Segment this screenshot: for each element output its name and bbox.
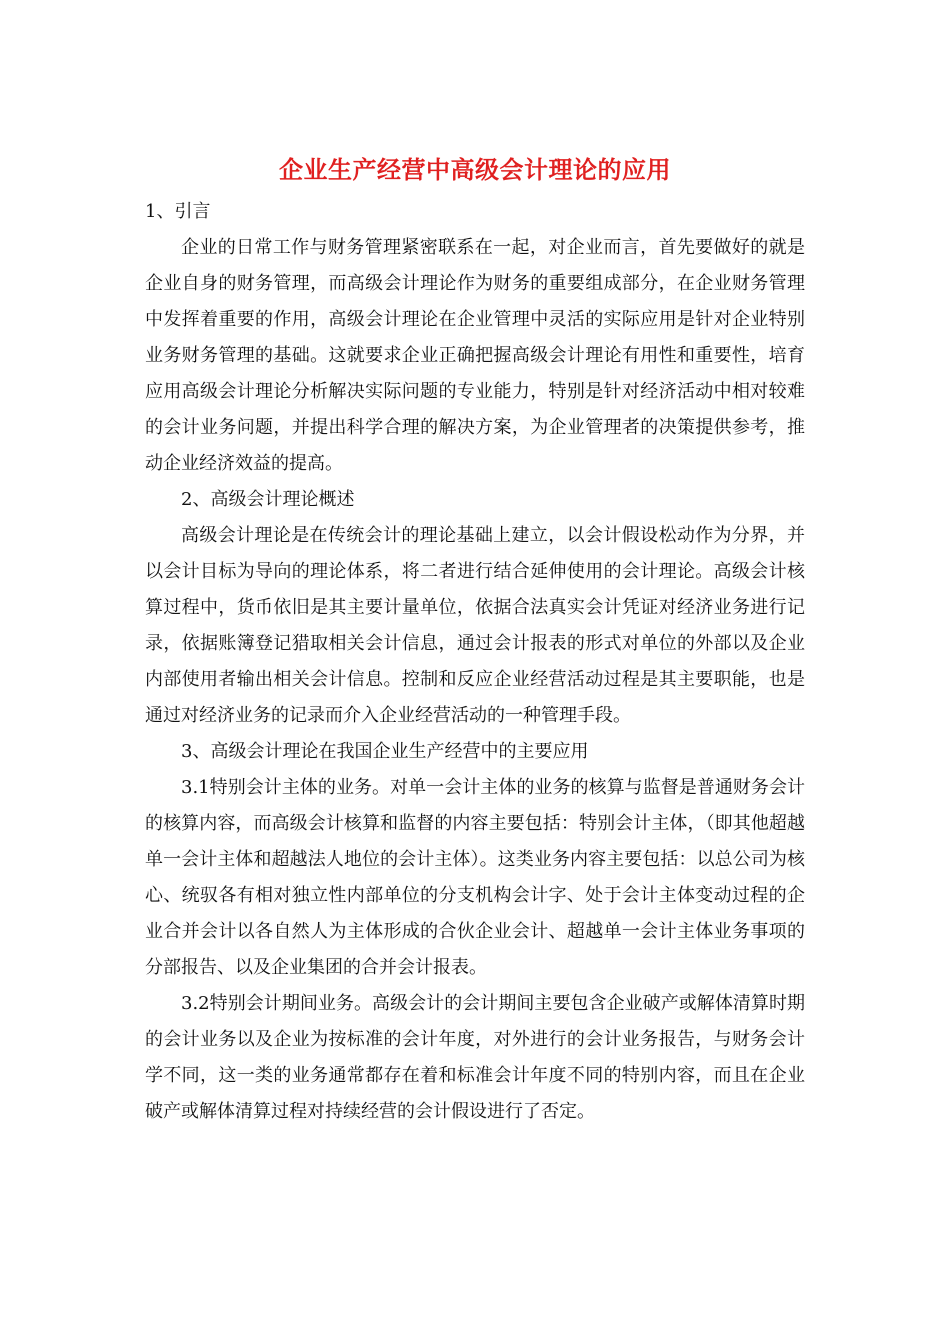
section-heading-overview: 2、高级会计理论概述 xyxy=(181,489,355,510)
paragraph-special-entity: 3.1特别会计主体的业务。对单一会计主体的业务的核算与监督是普通财务会计的核算内容，而高级会计核算和监督的内容主要包括：特别会计主体，（即其他超越单一会计主体和超越法人地位的会计主体）。这类业务内容主要包括：以总公司为核心、统驭各有相对独立性内部单位的分支机构会计字、处于会计主体变动过程的企业合并会计以各自然人为主体形成的合伙企业会计、超越单一会计主体业务事项的分部报告、以及企业集团的合并会计报表。 xyxy=(145,777,805,978)
paragraph-special-period: 3.2特别会计期间业务。高级会计的会计期间主要包含企业破产或解体清算时期的会计业务以及企业为按标准的会计年度，对外进行的会计业务报告，与财务会计学不同，这一类的业务通常都存在着和标准会计年度不同的特别内容，而且在企业破产或解体清算过程对持续经营的会计假设进行了否定。 xyxy=(145,993,805,1122)
section-heading-introduction: 1、引言 xyxy=(145,201,211,222)
document-title: 企业生产经营中高级会计理论的应用 xyxy=(279,155,671,184)
document-body xyxy=(145,194,805,1130)
paragraph-introduction: 企业的日常工作与财务管理紧密联系在一起，对企业而言，首先要做好的就是企业自身的财务管理，而高级会计理论作为财务的重要组成部分，在企业财务管理中发挥着重要的作用，高级会计理论在企业管理中灵活的实际应用是针对企业特别业务财务管理的基础。这就要求企业正确把握高级会计理论有用性和重要性，培育应用高级会计理论分析解决实际问题的专业能力，特别是针对经济活动中相对较难的会计业务问题，并提出科学合理的解决方案，为企业管理者的决策提供参考，推动企业经济效益的提高。 xyxy=(145,237,805,474)
paragraph-overview: 高级会计理论是在传统会计的理论基础上建立，以会计假设松动作为分界，并以会计目标为导向的理论体系，将二者进行结合延伸使用的会计理论。高级会计核算过程中，货币依旧是其主要计量单位，依据合法真实会计凭证对经济业务进行记录，依据账簿登记猎取相关会计信息，通过会计报表的形式对单位的外部以及企业内部使用者输出相关会计信息。控制和反应企业经营活动过程是其主要职能，也是通过对经济业务的记录而介入企业经营活动的一种管理手段。 xyxy=(145,525,805,726)
section-heading-applications: 3、高级会计理论在我国企业生产经营中的主要应用 xyxy=(181,741,589,762)
